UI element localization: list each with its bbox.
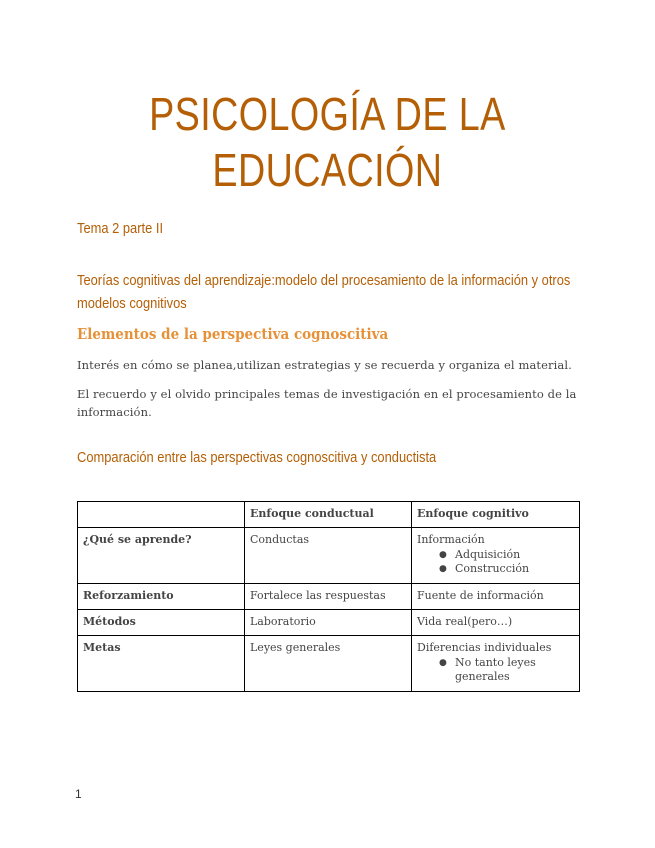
conductual-cell: Conductas <box>245 528 412 584</box>
table-header-cell: Enfoque cognitivo <box>412 502 580 528</box>
bullet-list <box>417 656 574 684</box>
table-row <box>78 528 580 584</box>
list-item-text: Construcción <box>455 562 530 575</box>
table-header-cell <box>78 502 245 528</box>
list-item <box>439 656 574 684</box>
conductual-cell: Fortalece las respuestas <box>245 584 412 610</box>
comparison-table <box>77 501 580 692</box>
theories-heading <box>77 269 570 315</box>
conductual-cell: Laboratorio <box>245 610 412 636</box>
table-header-cell: Enfoque conductual <box>245 502 412 528</box>
cognitivo-cell <box>412 528 580 584</box>
comparison-heading: Comparación entre las perspectivas cognoscitiva y conductista <box>77 449 437 466</box>
table-header-row <box>78 502 580 528</box>
cognitivo-text: Diferencias individuales <box>417 641 552 654</box>
paragraph-interes: Interés en cómo se planea,utilizan estrategias y se recuerda y organiza el material. <box>77 358 572 372</box>
list-item-text: Adquisición <box>455 548 521 561</box>
cognitivo-cell: Fuente de información <box>412 584 580 610</box>
list-item-text: No tanto leyes generales <box>455 656 536 683</box>
row-label: Reforzamiento <box>78 584 245 610</box>
bullet-icon: ● <box>439 658 447 668</box>
topic-heading: Tema 2 parte II <box>77 220 164 237</box>
bullet-icon: ● <box>439 550 447 560</box>
list-item <box>439 562 574 576</box>
cognitivo-text: Información <box>417 533 485 546</box>
table-row <box>78 584 580 610</box>
paragraph-recuerdo: El recuerdo y el olvido principales temas de investigación en el procesamiento de la información. <box>77 387 577 419</box>
theories-heading-line-1: Teorías cognitivas del aprendizaje:modelo del procesamiento de la información y otros <box>77 272 571 289</box>
cognitivo-cell: Vida real(pero…) <box>412 610 580 636</box>
cognitivo-cell <box>412 636 580 692</box>
bullet-list <box>417 548 574 576</box>
section-subheading: Elementos de la perspectiva cognoscitiva <box>77 326 389 343</box>
page-number: 1 <box>75 787 82 801</box>
row-label: Metas <box>78 636 245 692</box>
table-row <box>78 610 580 636</box>
document-title <box>59 86 596 198</box>
table-row <box>78 636 580 692</box>
row-label: Métodos <box>78 610 245 636</box>
theories-heading-line-2: modelos cognitivos <box>77 295 187 312</box>
row-label: ¿Qué se aprende? <box>78 528 245 584</box>
conductual-cell: Leyes generales <box>245 636 412 692</box>
list-item <box>439 548 574 562</box>
title-line-1: PSICOLOGÍA DE LA <box>149 88 506 140</box>
title-line-2: EDUCACIÓN <box>212 144 443 196</box>
bullet-icon: ● <box>439 564 447 574</box>
